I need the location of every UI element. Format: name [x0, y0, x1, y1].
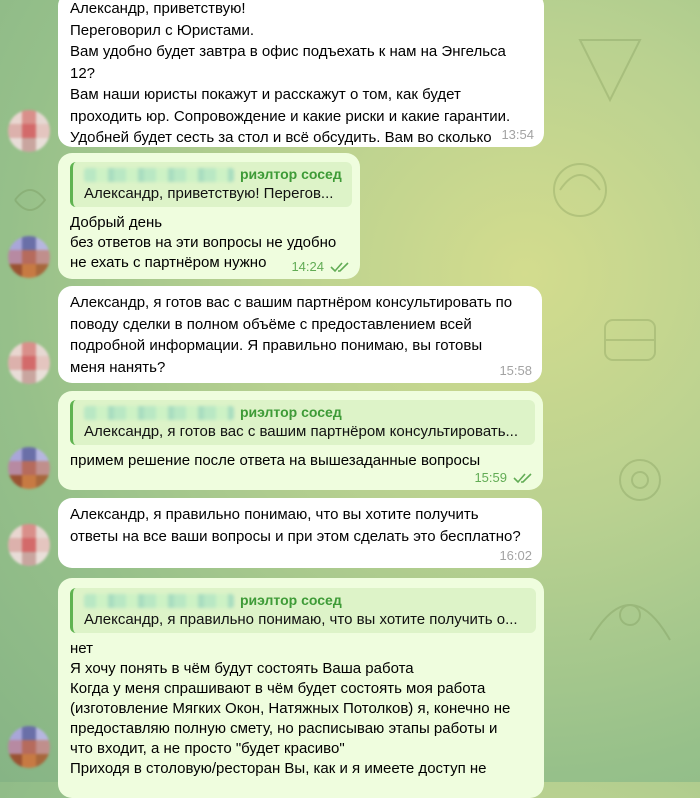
avatar[interactable] — [8, 110, 50, 152]
doodle-pattern — [600, 440, 680, 520]
avatar[interactable] — [8, 726, 50, 768]
doodle-pattern — [590, 300, 680, 390]
quote-text: Александр, приветствую! Перегов... — [84, 185, 334, 202]
message-time: 16:02 — [499, 548, 532, 563]
doodle-pattern — [580, 560, 680, 660]
doodle-pattern — [540, 150, 620, 230]
avatar[interactable] — [8, 342, 50, 384]
message-time: 13:54 — [501, 127, 534, 142]
message-text: Добрый день без ответов на эти вопросы не удобно не ехать с партнёром нужно — [70, 214, 337, 271]
reply-quote[interactable] — [70, 400, 535, 445]
quote-author: риэлтор сосед — [240, 592, 342, 608]
message-time: 14:24 — [291, 259, 324, 274]
blurred-name — [84, 594, 234, 608]
message-bubble-outgoing[interactable] — [58, 153, 360, 279]
quote-text: Александр, я готов вас с вашим партнёром консультировать... — [84, 423, 519, 440]
avatar[interactable] — [8, 524, 50, 566]
avatar[interactable] — [8, 236, 50, 278]
message-text: Александр, я готов вас с вашим партнёром консультировать по поводу сделки в полном объёме с предоставлением всей подробной информации. Я правильно понимаю, вы готовы меня нанять? — [70, 294, 513, 376]
message-bubble-outgoing[interactable] — [58, 578, 544, 798]
message-status — [474, 470, 533, 486]
message-status — [291, 259, 350, 275]
reply-quote[interactable] — [70, 162, 352, 207]
reply-quote[interactable] — [70, 588, 536, 633]
doodle-pattern — [10, 180, 50, 220]
message-bubble-incoming[interactable] — [58, 0, 544, 147]
blurred-name — [84, 168, 234, 182]
message-text: Александр, приветствую! Переговорил с Юристами. Вам удобно будет завтра в офис подъехать к нам на Энгельса 12? Вам наши юристы покажут и расскажут о том, как будет проходить юр. Сопровождение и какие риски и какие гарантии. Удобней будет сесть за стол и всё обсудить. Вам во сколько — [70, 0, 511, 146]
double-check-icon — [330, 261, 350, 273]
message-text: нет Я хочу понять в чём будут состоять Ваша работа Когда у меня спрашивают в чём будет состоять моя работа (изготовление Мягких Окон, Натяжных Потолков) я, конечно не предоставляю полную смету, но расписываю этапы работы и что входит, а не просто "будет красиво" Приходя в столовую/ресторан Вы, как и я имеете доступ не — [70, 640, 511, 777]
message-bubble-incoming[interactable] — [58, 286, 542, 383]
message-bubble-incoming[interactable] — [58, 498, 542, 568]
blurred-name — [84, 406, 234, 420]
quote-author: риэлтор сосед — [240, 404, 342, 420]
avatar[interactable] — [8, 447, 50, 489]
message-text: примем решение после ответа на вышезаданные вопросы — [70, 452, 481, 469]
quote-author: риэлтор сосед — [240, 166, 342, 182]
message-text: Александр, я правильно понимаю, что вы хотите получить ответы на все ваши вопросы и при этом сделать это бесплатно? — [70, 506, 521, 545]
message-time: 15:59 — [474, 470, 507, 485]
quote-text: Александр, я правильно понимаю, что вы хотите получить о... — [84, 611, 518, 628]
doodle-pattern — [560, 20, 660, 120]
message-time: 15:58 — [499, 363, 532, 378]
message-bubble-outgoing[interactable] — [58, 391, 543, 490]
double-check-icon — [513, 472, 533, 484]
